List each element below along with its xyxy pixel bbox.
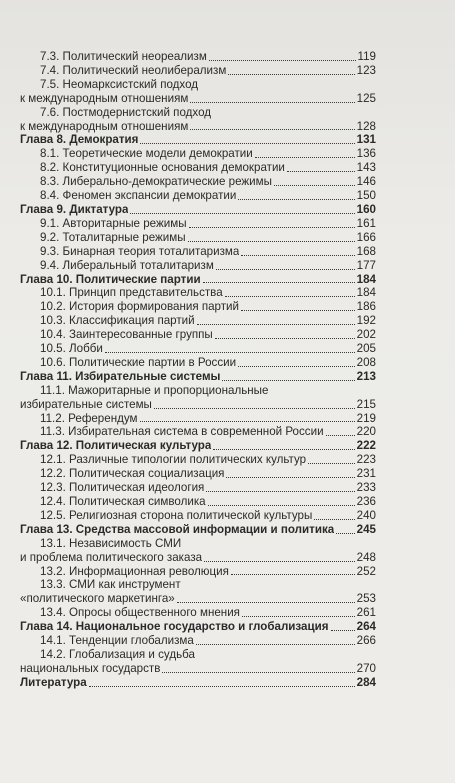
toc-page-number: 270	[356, 661, 376, 675]
toc-page-number: 219	[356, 411, 376, 425]
toc-section[interactable]	[20, 147, 376, 161]
toc-entry-title: 11.3. Избирательная система в современной России	[40, 425, 324, 439]
toc-entry-title: 8.2. Конституционные основания демократии	[40, 161, 285, 175]
toc-page-number: 213	[356, 369, 376, 383]
toc-entry-title: 12.5. Религиозная сторона политической культуры	[40, 508, 313, 522]
toc-entry-title: 9.2. Тоталитарные режимы	[40, 230, 186, 244]
dot-leader	[188, 241, 355, 242]
toc-section[interactable]	[20, 231, 376, 245]
dot-leader	[140, 143, 354, 144]
dot-leader	[326, 435, 355, 436]
dot-leader	[196, 644, 355, 645]
toc-section[interactable]	[20, 495, 376, 509]
toc-page-number: 264	[356, 620, 376, 634]
toc-page-number: 248	[356, 550, 376, 564]
dot-leader	[287, 171, 355, 172]
toc-entry-title: 10.1. Принцип представительства	[40, 286, 223, 300]
toc-entry-title: 10.2. История формирования партий	[40, 300, 240, 314]
toc-page-number: 202	[356, 328, 376, 342]
toc-page-number: 240	[356, 508, 376, 522]
toc-entry-title: 9.3. Бинарная теория тоталитаризма	[40, 244, 240, 258]
dot-leader	[242, 616, 355, 617]
toc-page-number: 177	[356, 258, 376, 272]
toc-section[interactable]	[20, 50, 376, 64]
toc-page-number: 146	[356, 175, 376, 189]
toc-entry-title: 12.4. Политическая символика	[40, 495, 206, 508]
toc-section[interactable]	[20, 245, 376, 259]
dot-leader	[209, 60, 356, 61]
toc-section[interactable]	[20, 286, 376, 300]
toc-page-number: 123	[356, 63, 376, 77]
toc-entry-title: 14.1. Тенденции глобализма	[40, 634, 194, 648]
toc-entry-title: 8.3. Либерально-демократические режимы	[40, 175, 272, 189]
toc-entry-title: 8.1. Теоретические модели демократии	[40, 147, 253, 161]
toc-entry-title: избирательные системы	[20, 397, 152, 411]
toc-page-number: 125	[356, 91, 376, 105]
toc-section[interactable]	[20, 342, 376, 356]
dot-leader	[225, 296, 355, 297]
toc-entry-title: 10.3. Классификация партий	[40, 314, 195, 328]
toc-page-number: 233	[356, 481, 376, 495]
toc-entry-line: 13.3. СМИ как инструмент	[40, 578, 181, 592]
dot-leader	[228, 74, 354, 75]
dot-leader	[238, 366, 355, 367]
table-of-contents	[20, 50, 376, 690]
toc-page-number: 168	[356, 244, 376, 258]
toc-section[interactable]	[20, 412, 376, 426]
toc-chapter[interactable]	[20, 676, 376, 690]
toc-chapter[interactable]	[20, 439, 376, 453]
toc-page-number: 136	[356, 147, 376, 161]
toc-section[interactable]	[20, 565, 376, 579]
dot-leader	[154, 408, 355, 409]
dot-leader	[189, 227, 355, 228]
toc-page-number: 208	[356, 355, 376, 369]
toc-entry-title: национальных государств	[20, 661, 161, 675]
dot-leader	[190, 102, 354, 103]
toc-page-number: 215	[356, 397, 376, 411]
toc-page-number: 261	[356, 606, 376, 620]
toc-page-number: 205	[356, 342, 376, 356]
dot-leader	[206, 491, 354, 492]
toc-section[interactable]	[20, 120, 376, 134]
toc-entry-title: Глава 9. Диктатура	[20, 202, 129, 216]
dot-leader	[140, 421, 355, 422]
toc-section[interactable]	[20, 425, 376, 439]
toc-entry-title: и проблема политического заказа	[20, 550, 203, 564]
toc-chapter[interactable]	[20, 273, 376, 287]
toc-entry-line: 11.1. Мажоритарные и пропорциональные	[40, 383, 269, 397]
toc-entry-title: к международным отношениям	[20, 119, 189, 133]
toc-entry-title: Глава 12. Политическая культура	[20, 439, 212, 453]
toc-entry-line: 7.5. Неомарксистский подход	[40, 77, 199, 91]
toc-page-number: 119	[357, 50, 376, 63]
toc-page-number: 284	[356, 675, 376, 689]
toc-chapter[interactable]	[20, 203, 376, 217]
dot-leader	[314, 519, 354, 520]
dot-leader	[331, 630, 355, 631]
toc-page-number: 253	[356, 592, 376, 606]
dot-leader	[197, 324, 355, 325]
toc-page-number: 161	[356, 216, 376, 230]
toc-page-number: 186	[356, 300, 376, 314]
toc-entry-title: 10.4. Заинтересованные группы	[40, 328, 213, 342]
dot-leader	[238, 199, 354, 200]
toc-entry-title: 9.1. Авторитарные режимы	[40, 216, 187, 230]
toc-entry-title: «политического маркетинга»	[20, 592, 175, 606]
dot-leader	[89, 686, 355, 687]
toc-page-number: 143	[356, 161, 376, 175]
toc-entry-title: 12.3. Политическая идеология	[40, 481, 205, 495]
toc-entry-line: 14.2. Глобализация и судьба	[40, 647, 195, 661]
toc-section[interactable]	[20, 481, 376, 495]
toc-entry-title: 12.1. Различные типологии политических культур	[40, 453, 307, 467]
dot-leader	[215, 338, 355, 339]
toc-page-number: 220	[356, 425, 376, 439]
toc-page-number: 131	[356, 133, 376, 147]
toc-section[interactable]	[20, 662, 376, 676]
dot-leader	[216, 269, 355, 270]
toc-entry-title: к международным отношениям	[20, 91, 189, 105]
dot-leader	[241, 255, 354, 256]
toc-entry-title: Глава 13. Средства массовой информации и политика	[20, 522, 335, 536]
dot-leader	[274, 185, 355, 186]
toc-section[interactable]	[20, 606, 376, 620]
toc-entry-title: 10.6. Политические партии в России	[40, 355, 237, 369]
toc-entry-title: 10.5. Лобби	[40, 342, 103, 356]
toc-entry-title: 8.4. Феномен экспансии демократии	[40, 189, 237, 203]
toc-chapter[interactable]	[20, 523, 376, 537]
dot-leader	[105, 352, 355, 353]
toc-section[interactable]	[20, 453, 376, 467]
toc-page-number: 231	[356, 467, 376, 481]
toc-section[interactable]	[20, 161, 376, 175]
toc-section[interactable]	[20, 314, 376, 328]
toc-section[interactable]	[20, 64, 376, 78]
toc-section[interactable]	[20, 398, 376, 412]
dot-leader	[241, 310, 355, 311]
toc-section[interactable]	[20, 259, 376, 273]
toc-chapter[interactable]	[20, 620, 376, 634]
toc-page-number: 192	[356, 314, 376, 328]
toc-entry-title: 12.2. Политическая социализация	[40, 467, 225, 481]
toc-entry-title: 9.4. Либеральный тоталитаризм	[40, 258, 214, 272]
toc-entry-title: Глава 10. Политические партии	[20, 272, 201, 286]
toc-entry-title: Глава 8. Демократия	[20, 133, 139, 147]
toc-chapter[interactable]	[20, 133, 376, 147]
toc-section[interactable]	[20, 592, 376, 606]
toc-entry-title: Глава 11. Избирательные системы	[20, 369, 221, 383]
toc-section[interactable]	[20, 300, 376, 314]
toc-section[interactable]	[20, 509, 376, 523]
toc-entry-title: 13.4. Опросы общественного мнения	[40, 606, 240, 620]
toc-entry-title: Литература	[20, 675, 87, 689]
dot-leader	[226, 477, 354, 478]
dot-leader	[177, 602, 355, 603]
toc-entry-title: 7.3. Политический неореализм	[40, 50, 207, 63]
toc-section[interactable]	[20, 175, 376, 189]
dot-leader	[308, 463, 355, 464]
toc-section[interactable]	[20, 328, 376, 342]
toc-entry-title: 7.4. Политический неолиберализм	[40, 63, 227, 77]
toc-page-number: 266	[356, 634, 376, 648]
toc-page-number: 252	[356, 564, 376, 578]
toc-section[interactable]	[20, 634, 376, 648]
dot-leader	[203, 282, 355, 283]
toc-page-number: 166	[356, 230, 376, 244]
toc-entry-title: 11.2. Референдум	[40, 411, 138, 425]
toc-page-number: 128	[356, 119, 376, 133]
toc-entry-title: 13.2. Информационная революция	[40, 564, 229, 578]
dot-leader	[204, 561, 355, 562]
dot-leader	[213, 449, 354, 450]
dot-leader	[231, 574, 355, 575]
toc-page-number: 222	[356, 439, 376, 453]
toc-entry-title: Глава 14. Национальное государство и глобализация	[20, 620, 329, 634]
toc-section[interactable]	[20, 551, 376, 565]
toc-section[interactable]	[20, 189, 376, 203]
toc-page-number: 223	[356, 453, 376, 467]
toc-entry-line: 13.1. Независимость СМИ	[40, 536, 182, 550]
dot-leader	[208, 505, 355, 506]
dot-leader	[336, 533, 354, 534]
toc-section[interactable]	[20, 467, 376, 481]
toc-entry-line: 7.6. Постмодернистский подход	[40, 105, 212, 119]
toc-section[interactable]	[20, 356, 376, 370]
toc-chapter[interactable]	[20, 370, 376, 384]
toc-page-number: 150	[356, 189, 376, 203]
toc-page-number: 184	[356, 272, 376, 286]
dot-leader	[190, 129, 354, 130]
toc-section[interactable]	[20, 92, 376, 106]
dot-leader	[162, 672, 354, 673]
dot-leader	[255, 157, 355, 158]
toc-page-number: 245	[356, 522, 376, 536]
dot-leader	[130, 213, 354, 214]
toc-page-number: 184	[356, 286, 376, 300]
dot-leader	[222, 380, 354, 381]
toc-page-number: 160	[356, 202, 376, 216]
toc-section[interactable]	[20, 217, 376, 231]
toc-page-number: 236	[356, 495, 376, 508]
